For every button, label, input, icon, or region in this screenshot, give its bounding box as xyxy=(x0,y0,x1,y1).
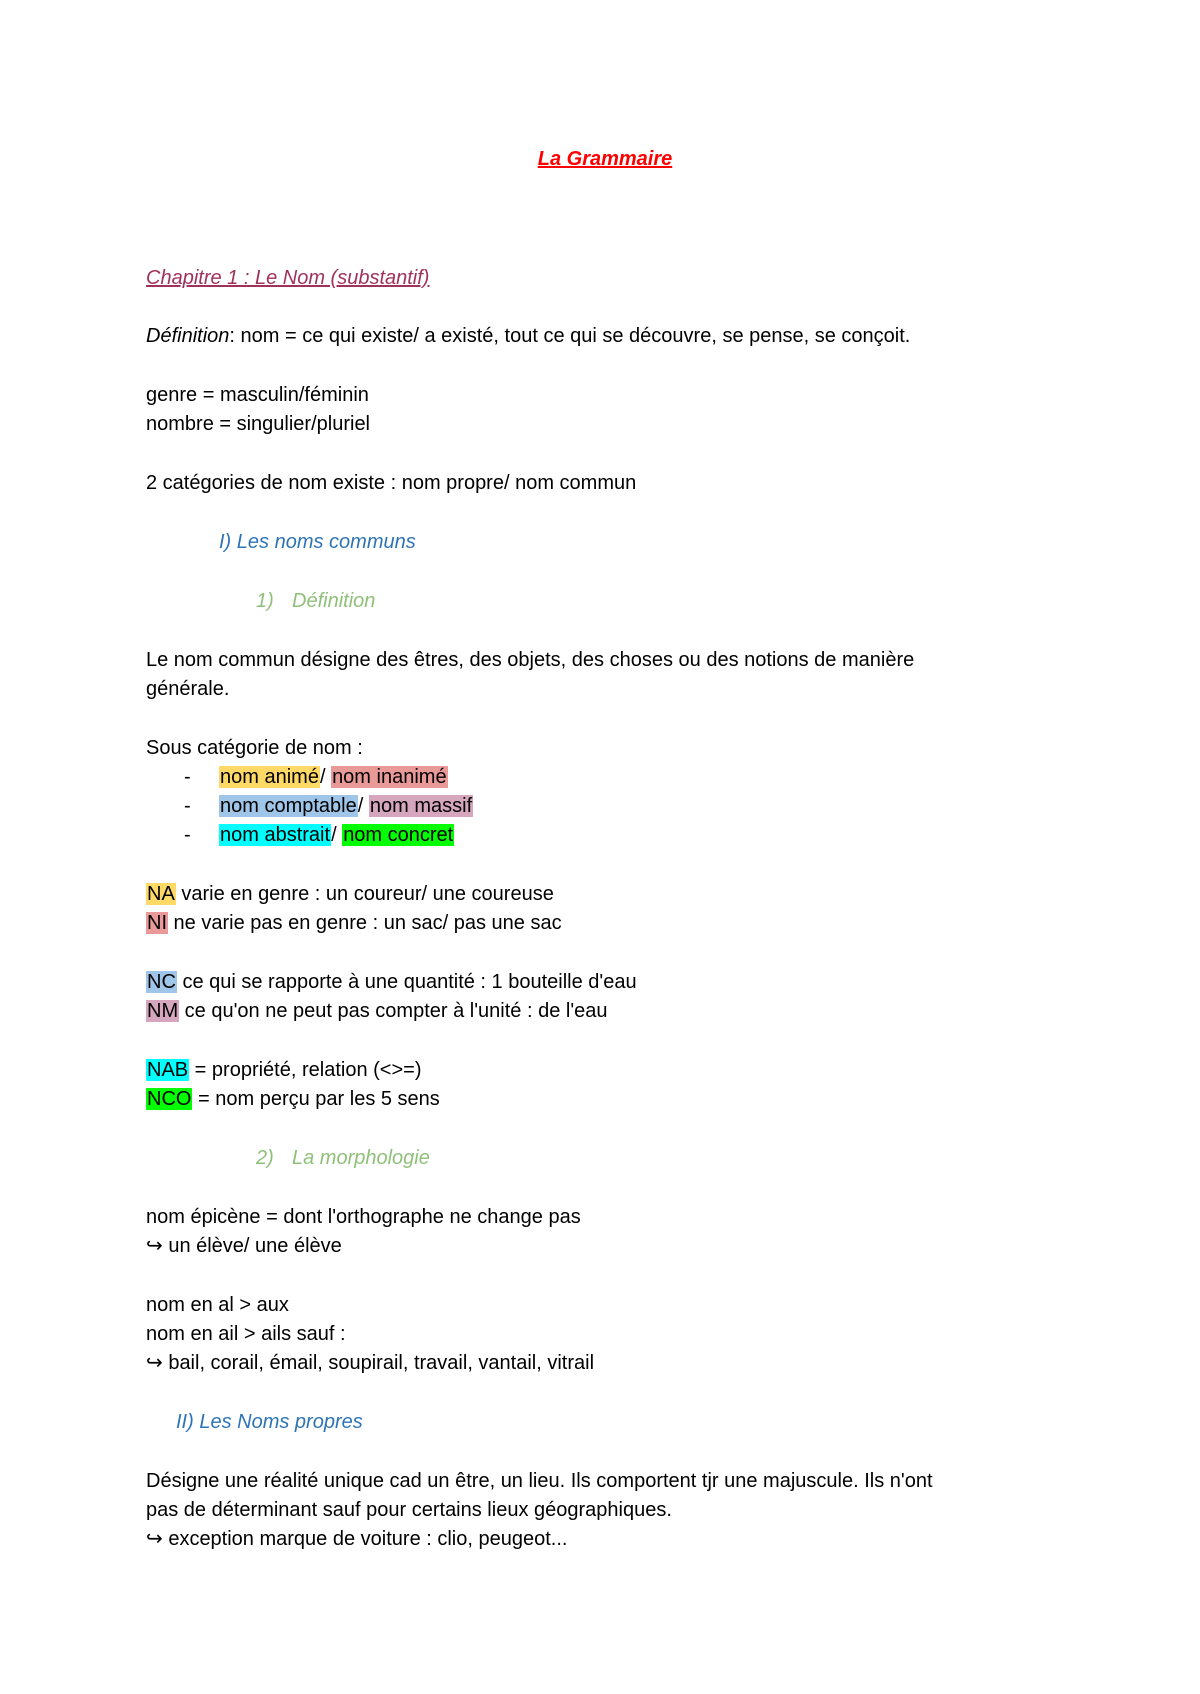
ail-exceptions-line: ↪ bail, corail, émail, soupirail, travail, vantail, vitrail xyxy=(146,1352,595,1374)
abbr-line-nab xyxy=(146,1056,421,1084)
nom-propre-line-2: pas de déterminant sauf pour certains lieux géographiques. xyxy=(146,1499,672,1521)
ail-rule-line: nom en ail > ails sauf : xyxy=(146,1323,346,1345)
subsection-number: 2) xyxy=(256,1147,274,1169)
bullet-item xyxy=(146,821,454,849)
highlight-nom-abstrait: nom abstrait xyxy=(220,824,331,846)
bullet-dash: - xyxy=(184,795,191,817)
bullet-item xyxy=(146,763,448,791)
subsection-heading-definition xyxy=(256,587,375,615)
nom-commun-definition-line-2: générale. xyxy=(146,678,230,700)
abbr-tag: NA xyxy=(147,883,175,905)
abbr-tag: NC xyxy=(147,971,176,993)
subsection-title: La morphologie xyxy=(292,1147,430,1169)
chapter-heading: Chapitre 1 : Le Nom (substantif) xyxy=(146,267,430,289)
abbr-tag: NAB xyxy=(147,1059,189,1081)
highlight-nom-massif: nom massif xyxy=(369,795,473,817)
bullet-dash: - xyxy=(184,824,191,846)
highlight-nom-concret: nom concret xyxy=(343,824,454,846)
abbr-line-ni xyxy=(146,909,562,937)
section-heading-noms-communs: I) Les noms communs xyxy=(219,531,416,553)
abbr-line-nm xyxy=(146,997,608,1025)
epicene-example: ↪ un élève/ une élève xyxy=(146,1235,342,1257)
epicene-line: nom épicène = dont l'orthographe ne change pas xyxy=(146,1206,581,1228)
highlight-nom-inanime: nom inanimé xyxy=(332,766,447,788)
abbr-text: = nom perçu par les 5 sens xyxy=(192,1088,440,1110)
nom-propre-line-1: Désigne une réalité unique cad un être, un lieu. Ils comportent tjr une majuscule. Ils n'ont xyxy=(146,1470,933,1492)
abbr-line-nco xyxy=(146,1085,440,1113)
nom-propre-line-3: ↪ exception marque de voiture : clio, peugeot... xyxy=(146,1528,568,1550)
abbr-text: ne varie pas en genre : un sac/ pas une sac xyxy=(168,912,562,934)
nombre-line: nombre = singulier/pluriel xyxy=(146,413,371,435)
abbr-tag: NM xyxy=(147,1000,179,1022)
definition-text: : nom = ce qui existe/ a existé, tout ce qui se découvre, se pense, se conçoit. xyxy=(229,325,911,347)
bullet-dash: - xyxy=(184,766,191,788)
bullet-separator: / xyxy=(331,824,343,846)
abbr-tag: NCO xyxy=(147,1088,192,1110)
sous-categorie-line: Sous catégorie de nom : xyxy=(146,737,363,759)
al-rule-line: nom en al > aux xyxy=(146,1294,289,1316)
bullet-separator: / xyxy=(357,795,369,817)
abbr-text: ce qui se rapporte à une quantité : 1 bouteille d'eau xyxy=(176,971,637,993)
abbr-text: = propriété, relation (<>=) xyxy=(189,1059,422,1081)
bullet-item xyxy=(146,792,473,820)
subsection-heading-morphologie xyxy=(256,1144,430,1172)
document-title: La Grammaire xyxy=(537,148,673,170)
highlight-nom-comptable: nom comptable xyxy=(220,795,357,817)
highlight-nom-anime: nom animé xyxy=(220,766,319,788)
abbr-text: varie en genre : un coureur/ une coureuse xyxy=(175,883,554,905)
abbr-line-na xyxy=(146,880,554,908)
section-heading-noms-propres: II) Les Noms propres xyxy=(176,1411,363,1433)
genre-line: genre = masculin/féminin xyxy=(146,384,369,406)
abbr-line-nc xyxy=(146,968,637,996)
subsection-title: Définition xyxy=(292,590,376,612)
bullet-separator: / xyxy=(319,766,332,788)
abbr-tag: NI xyxy=(147,912,167,934)
nom-commun-definition-line-1: Le nom commun désigne des êtres, des objets, des choses ou des notions de manière xyxy=(146,649,915,671)
subsection-number: 1) xyxy=(256,590,274,612)
definition-line xyxy=(146,322,910,350)
definition-label: Définition xyxy=(146,325,230,347)
categories-line: 2 catégories de nom existe : nom propre/ nom commun xyxy=(146,472,637,494)
abbr-text: ce qu'on ne peut pas compter à l'unité : de l'eau xyxy=(179,1000,608,1022)
